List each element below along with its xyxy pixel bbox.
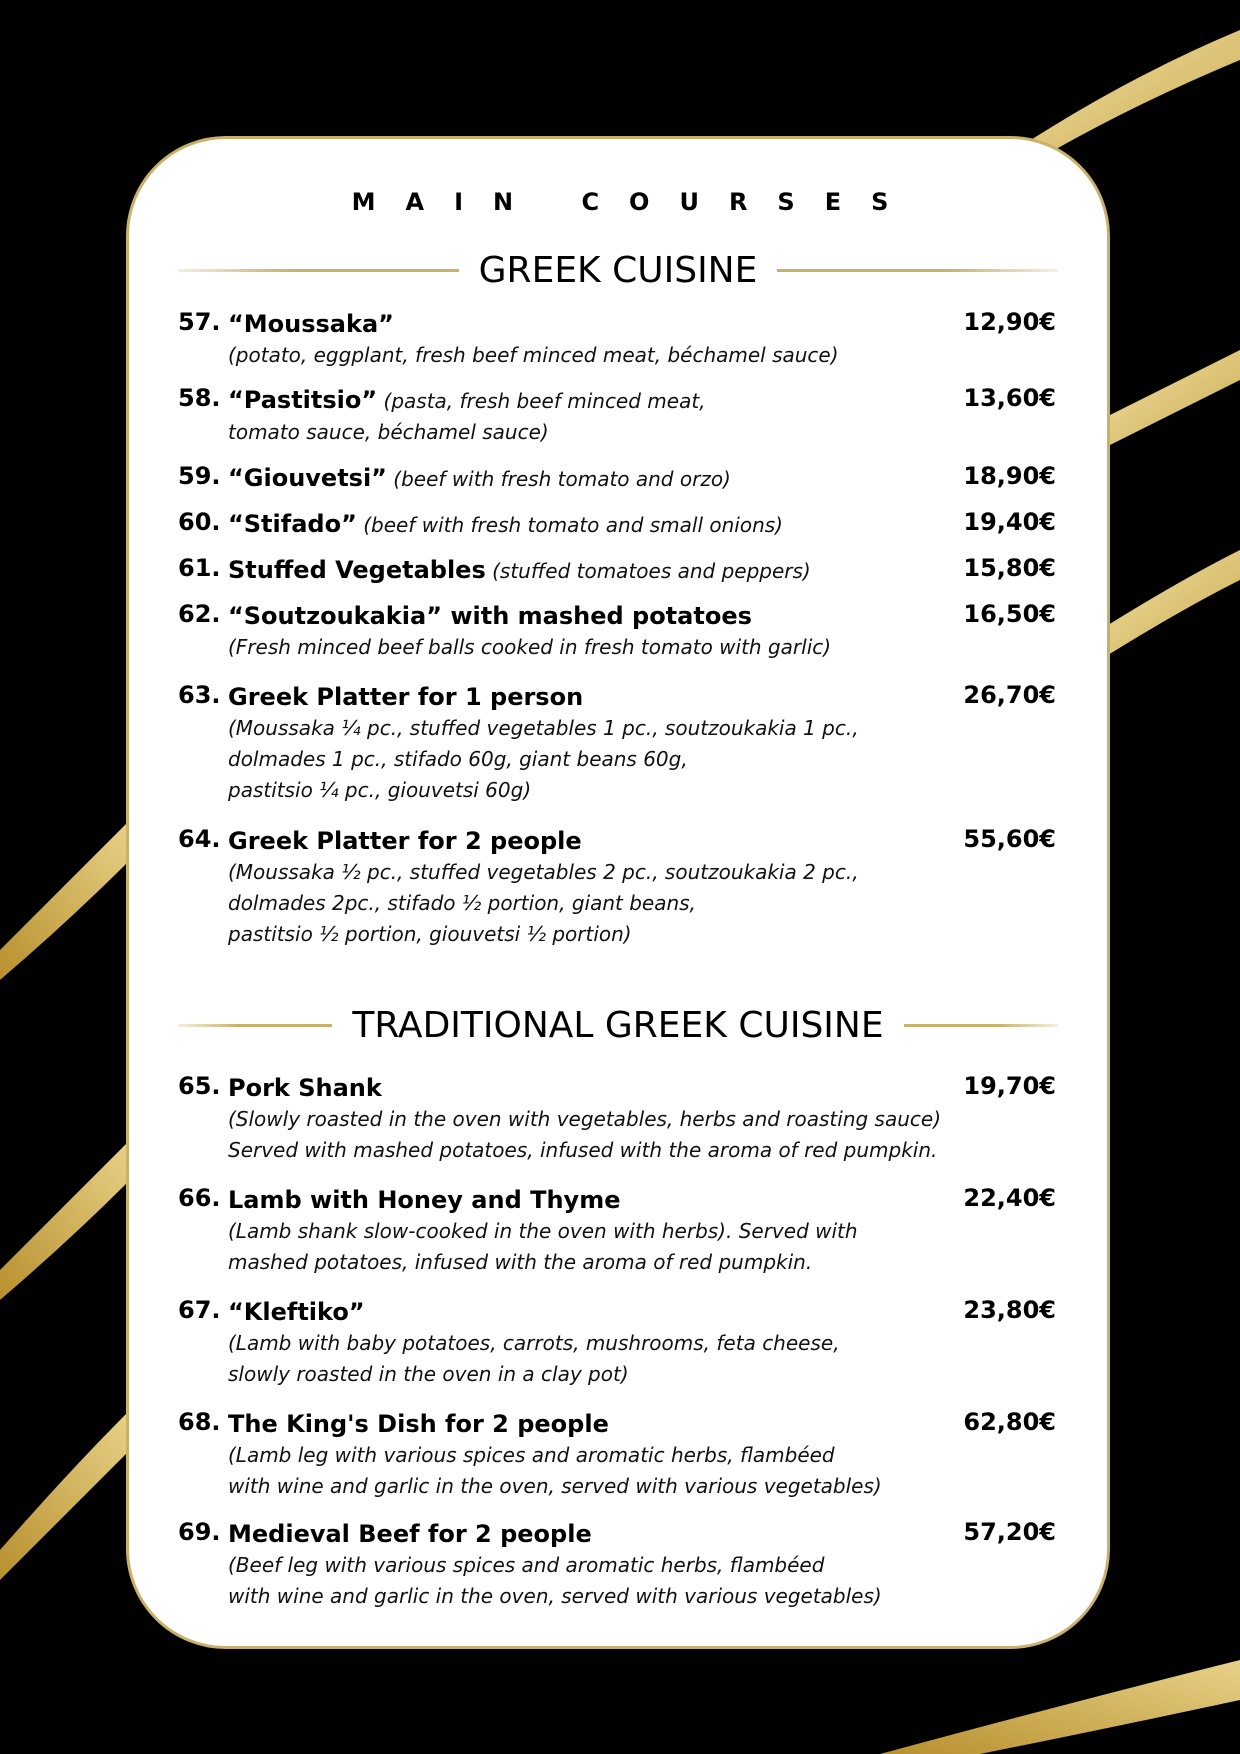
item-body (228, 1072, 948, 1166)
item-price: 13,60€ (963, 384, 1056, 412)
item-name (228, 508, 948, 541)
item-name-text: Lamb with Honey and Thyme (228, 1186, 621, 1214)
item-description: (Beef leg with various spices and aromatic herbs, flambéed (228, 1553, 825, 1577)
item-body (228, 308, 948, 371)
item-description: dolmades 2pc., stifado ½ portion, giant beans, (228, 891, 696, 915)
item-number: 69. (178, 1518, 221, 1546)
section-title: TRADITIONAL GREEK CUISINE (352, 1004, 884, 1046)
item-body (228, 384, 948, 448)
item-description: dolmades 1 pc., stifado 60g, giant beans 60g, (228, 747, 688, 771)
item-price: 16,50€ (963, 600, 1056, 628)
item-name (228, 681, 948, 713)
item-number: 68. (178, 1408, 221, 1436)
ribbon-left-2 (0, 1140, 130, 1300)
item-number: 62. (178, 600, 221, 628)
divider-line (178, 269, 459, 272)
item-number: 58. (178, 384, 221, 412)
item-description: pastitsio ¼ pc., giouvetsi 60g) (228, 778, 532, 802)
item-price: 19,40€ (963, 508, 1056, 536)
item-description: pastitsio ½ portion, giouvetsi ½ portion) (228, 922, 632, 946)
item-name (228, 1408, 948, 1440)
item-description: (potato, eggplant, fresh beef minced meat, béchamel sauce) (228, 343, 839, 367)
item-name-text: “Kleftiko” (228, 1298, 365, 1326)
ribbon-right-2 (1100, 550, 1240, 660)
item-price: 22,40€ (963, 1184, 1056, 1212)
item-name (228, 1184, 948, 1216)
item-description: (Fresh minced beef balls cooked in fresh tomato with garlic) (228, 635, 832, 659)
item-price: 23,80€ (963, 1296, 1056, 1324)
ribbon-left-3 (0, 1410, 130, 1580)
item-number: 60. (178, 508, 221, 536)
item-name (228, 600, 948, 632)
item-name (228, 308, 948, 340)
item-body (228, 600, 948, 663)
item-body (228, 1296, 948, 1390)
item-price: 62,80€ (963, 1408, 1056, 1436)
item-name (228, 1518, 948, 1550)
item-name-text: “Stifado” (228, 510, 357, 538)
item-description: with wine and garlic in the oven, served with various vegetables) (228, 1584, 882, 1608)
item-price: 55,60€ (963, 825, 1056, 853)
item-name-text: Stuffed Vegetables (228, 556, 486, 584)
item-price: 26,70€ (963, 681, 1056, 709)
item-number: 67. (178, 1296, 221, 1324)
item-name (228, 384, 948, 417)
item-description: tomato sauce, béchamel sauce) (228, 420, 549, 444)
item-body (228, 1518, 948, 1612)
item-description: Served with mashed potatoes, infused with the aroma of red pumpkin. (228, 1138, 938, 1162)
divider-line (178, 1024, 332, 1027)
item-name-text: The King's Dish for 2 people (228, 1410, 609, 1438)
item-name-text: Medieval Beef for 2 people (228, 1520, 592, 1548)
item-price: 18,90€ (963, 462, 1056, 490)
item-name-text: “Giouvetsi” (228, 464, 387, 492)
item-description: slowly roasted in the oven in a clay pot) (228, 1362, 629, 1386)
item-number: 64. (178, 825, 221, 853)
item-description-inline: (beef with fresh tomato and orzo) (386, 467, 731, 491)
ribbon-right-1 (1100, 350, 1240, 450)
item-name (228, 1296, 948, 1328)
section-header (178, 1000, 1058, 1050)
item-price: 57,20€ (963, 1518, 1056, 1546)
section-header (178, 245, 1058, 295)
item-description: (Moussaka ¼ pc., stuffed vegetables 1 pc., soutzoukakia 1 pc., (228, 716, 859, 740)
item-name (228, 462, 948, 495)
item-body (228, 681, 948, 806)
item-body (228, 1408, 948, 1502)
item-number: 57. (178, 308, 221, 336)
item-number: 66. (178, 1184, 221, 1212)
item-description: mashed potatoes, infused with the aroma of red pumpkin. (228, 1250, 813, 1274)
item-name (228, 825, 948, 857)
item-name-text: Pork Shank (228, 1074, 382, 1102)
page-title: MAIN COURSES (351, 188, 919, 216)
divider-line (777, 269, 1058, 272)
item-name (228, 554, 948, 587)
item-price: 15,80€ (963, 554, 1056, 582)
item-description: (Moussaka ½ pc., stuffed vegetables 2 pc., soutzoukakia 2 pc., (228, 860, 859, 884)
item-name (228, 1072, 948, 1104)
item-body (228, 825, 948, 950)
item-name-text: Greek Platter for 2 people (228, 827, 582, 855)
ribbon-bottom-right (880, 1660, 1240, 1754)
item-name-text: Greek Platter for 1 person (228, 683, 584, 711)
section-title: GREEK CUISINE (478, 249, 758, 291)
item-name-text: “Moussaka” (228, 310, 394, 338)
item-name-text: “Pastitsio” (228, 386, 378, 414)
item-body (228, 1184, 948, 1278)
item-number: 61. (178, 554, 221, 582)
item-body (228, 554, 948, 587)
item-number: 59. (178, 462, 221, 490)
item-price: 19,70€ (963, 1072, 1056, 1100)
item-number: 63. (178, 681, 221, 709)
item-body (228, 508, 948, 541)
item-name-text: “Soutzoukakia” with mashed potatoes (228, 602, 752, 630)
item-description: (Slowly roasted in the oven with vegetables, herbs and roasting sauce) (228, 1107, 942, 1131)
item-description-inline: (stuffed tomatoes and peppers) (485, 559, 811, 583)
item-description: (Lamb leg with various spices and aromatic herbs, flambéed (228, 1443, 835, 1467)
item-description-inline: (pasta, fresh beef minced meat, (377, 389, 706, 413)
ribbon-left-1 (0, 820, 130, 980)
item-description: (Lamb with baby potatoes, carrots, mushrooms, feta cheese, (228, 1331, 840, 1355)
item-price: 12,90€ (963, 308, 1056, 336)
item-body (228, 462, 948, 495)
item-number: 65. (178, 1072, 221, 1100)
item-description-inline: (beef with fresh tomato and small onions) (356, 513, 783, 537)
divider-line (904, 1024, 1058, 1027)
item-description: with wine and garlic in the oven, served with various vegetables) (228, 1474, 882, 1498)
item-description: (Lamb shank slow-cooked in the oven with herbs). Served with (228, 1219, 858, 1243)
